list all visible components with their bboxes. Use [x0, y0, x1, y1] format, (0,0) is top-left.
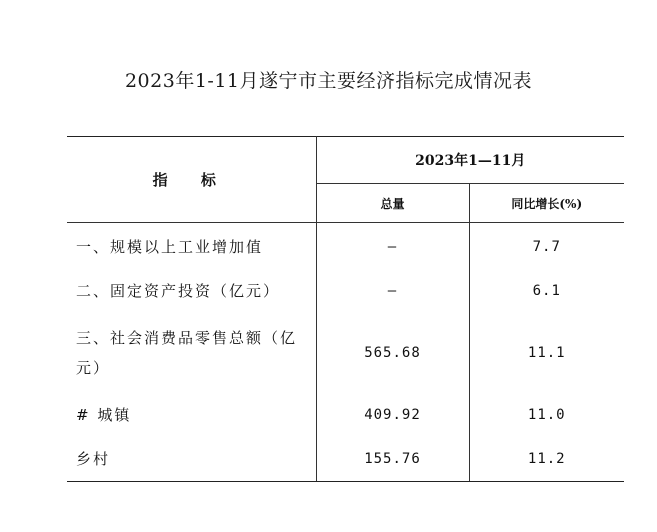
row-total-value: 565.68: [316, 313, 469, 393]
page-title: 2023年1-11月遂宁市主要经济指标完成情况表: [124, 70, 533, 92]
growth-column-header: 同比增长(%): [469, 184, 624, 223]
row-growth-value: 6.1: [532, 283, 561, 299]
row-indicator-name: 乡村: [67, 437, 316, 482]
table-row: [67, 313, 624, 393]
row-growth-value: 11.1: [527, 345, 566, 361]
table-row: [67, 437, 624, 482]
row-total-value: —: [316, 269, 469, 313]
table-row: [67, 269, 624, 313]
row-indicator-name: 二、固定资产投资（亿元）: [67, 269, 316, 313]
row-total-value: 409.92: [316, 393, 469, 437]
period-header: 2023年1—11月: [316, 137, 624, 184]
row-growth-value: 11.2: [469, 437, 624, 482]
row-indicator-name: 三、社会消费品零售总额（亿元）: [67, 313, 316, 393]
indicator-table: [67, 136, 624, 482]
row-total-value: 155.76: [316, 437, 469, 482]
row-growth-value: 7.7: [532, 238, 561, 255]
total-column-header: 总量: [316, 184, 469, 223]
row-indicator-name: 一、规模以上工业增加值: [67, 223, 316, 270]
table-row: [67, 393, 624, 437]
table-header-row: [67, 137, 624, 184]
row-total-value: —: [316, 223, 469, 270]
table-row: [67, 223, 624, 270]
row-indicator-name: # 城镇: [67, 393, 316, 437]
indicator-header: 指 标: [67, 137, 316, 223]
row-growth-value: 11.0: [527, 407, 566, 423]
